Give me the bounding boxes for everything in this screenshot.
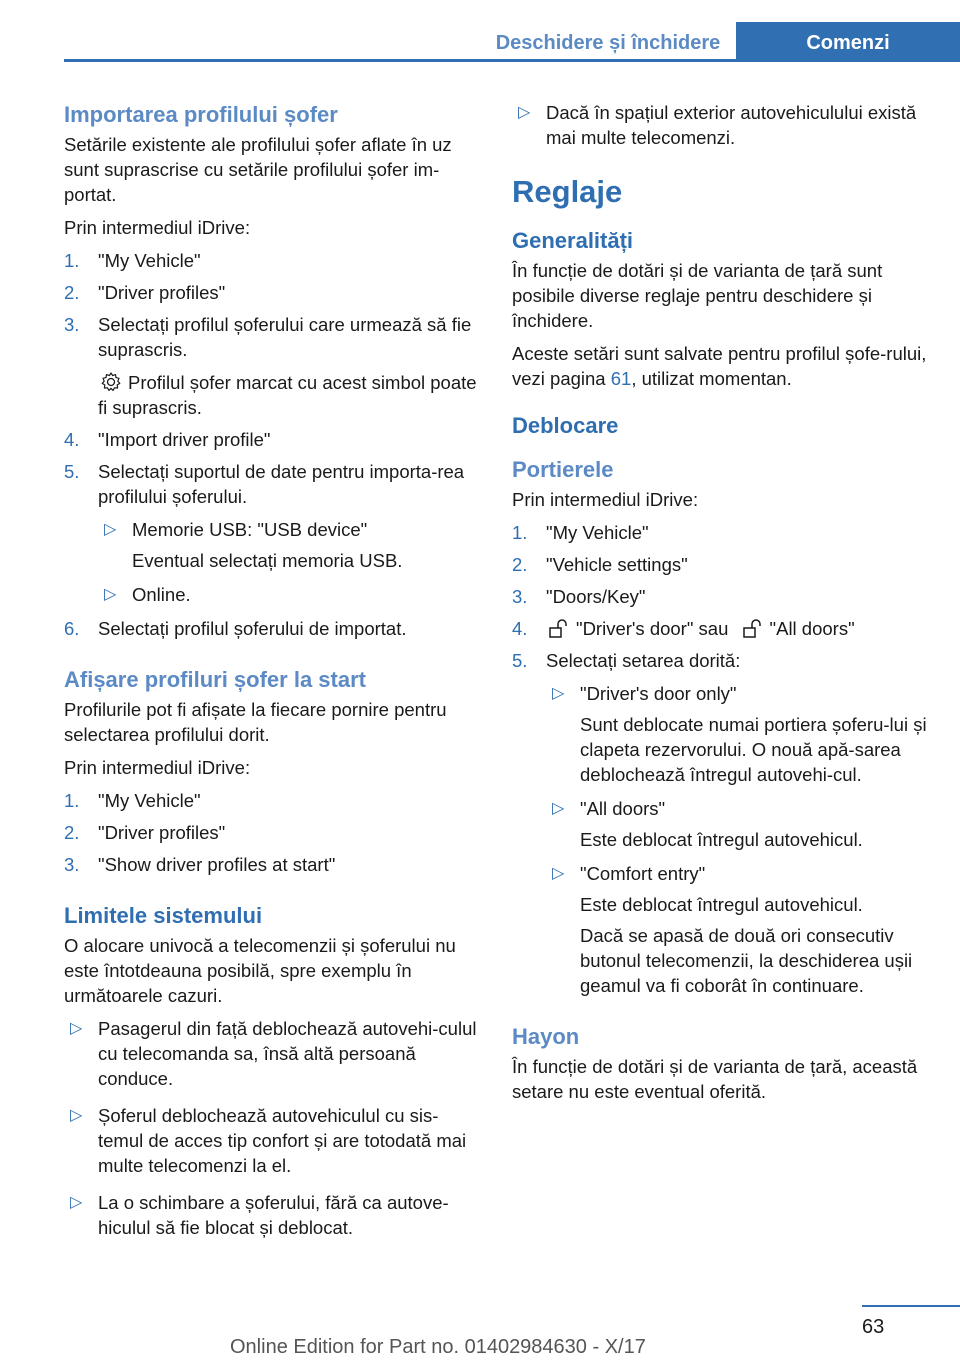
left-column (64, 100, 482, 1252)
list-item (64, 1190, 482, 1240)
unlock-icon (742, 619, 764, 639)
settings-gear-icon (100, 371, 122, 393)
step-number: 5. (512, 650, 528, 671)
header-rule (64, 59, 960, 62)
list-item (512, 584, 932, 609)
settings-title: Reglaje (512, 174, 623, 209)
step-number: 4. (64, 429, 80, 450)
bullet-triangle-icon: ▷ (70, 1020, 83, 1037)
option-detail: Eventual selectați memoria USB. (132, 550, 403, 571)
list-item (64, 852, 482, 877)
import-profile-heading: Importarea profilului șofer (64, 102, 338, 127)
step-number: 2. (64, 282, 80, 303)
list-item (64, 616, 482, 641)
page-number-rule (862, 1305, 960, 1307)
step-number: 1. (64, 790, 80, 811)
option-detail: Este deblocat întregul autovehicul. (580, 894, 863, 915)
doors-heading: Portierele (512, 457, 614, 482)
step-text: "Show driver profiles at start" (98, 854, 336, 875)
bullet-triangle-icon: ▷ (552, 800, 565, 817)
list-item (546, 861, 932, 998)
step-text: "My Vehicle" (546, 522, 649, 543)
page-header (0, 0, 960, 62)
step-text: "Vehicle settings" (546, 554, 688, 575)
general-paragraph-2 (512, 341, 932, 391)
bullet-triangle-icon: ▷ (104, 586, 117, 603)
option-detail: Este deblocat întregul autovehicul. (580, 829, 863, 850)
step-text: "Driver's door" sau (576, 618, 729, 639)
system-limits-intro: O alocare univocă a telecomenzii și șoferului nu este întotdeauna posibilă, spre exemplu în următoarele cazuri. (64, 935, 456, 1006)
list-item (64, 459, 482, 607)
list-item (512, 552, 932, 577)
option-text: "All doors" (580, 798, 666, 819)
list-item (512, 520, 932, 545)
system-limits-list (64, 1016, 482, 1240)
step-text: Selectați profilul șoferului de importat. (98, 618, 407, 639)
page-reference-link[interactable]: 61 (610, 368, 632, 389)
system-limits-list-continued (512, 100, 932, 150)
list-item (64, 1103, 482, 1178)
step-text: "All doors" (769, 618, 855, 639)
step-number: 1. (64, 250, 80, 271)
limit-text: Pasagerul din față deblochează autovehi‐culul cu telecomanda sa, însă altă persoană conduce. (98, 1018, 477, 1089)
option-text: Online. (132, 584, 191, 605)
option-text: "Comfort entry" (580, 863, 706, 884)
general-text: , utilizat momentan. (631, 368, 792, 389)
general-text: Aceste setări sunt salvate pentru profilul șofe‐rului, vezi pagina (512, 343, 927, 389)
doors-via: Prin intermediul iDrive: (512, 489, 699, 510)
step-number: 6. (64, 618, 80, 639)
edition-text: Online Edition for Part no. 01402984630 - X/17 (230, 1336, 646, 1358)
step-text: "Doors/Key" (546, 586, 646, 607)
list-item (64, 1016, 482, 1091)
unlock-icon (548, 619, 570, 639)
step-number: 1. (512, 522, 528, 543)
bullet-triangle-icon: ▷ (518, 104, 531, 121)
step-text: "My Vehicle" (98, 250, 201, 271)
list-item (98, 582, 482, 607)
list-item (512, 100, 932, 150)
bullet-triangle-icon: ▷ (70, 1194, 83, 1211)
option-text: "Driver's door only" (580, 683, 737, 704)
list-item (512, 616, 932, 641)
list-item (512, 648, 932, 998)
right-column (512, 100, 932, 1112)
list-item (64, 248, 482, 273)
step-number: 3. (64, 854, 80, 875)
import-steps-list (64, 248, 482, 641)
list-item (64, 280, 482, 305)
step-number: 4. (512, 618, 528, 639)
list-item (64, 427, 482, 452)
limit-text: Dacă în spațiul exterior autovehiculului există mai multe telecomenzi. (546, 102, 917, 148)
system-limits-heading: Limitele sistemului (64, 903, 263, 928)
bullet-triangle-icon: ▷ (552, 865, 565, 882)
storage-options-list (98, 517, 482, 607)
general-paragraph-1: În funcție de dotări și de varianta de țară sunt posibile diverse reglaje pentru deschidere și închidere. (512, 260, 883, 331)
header-chapter-tab[interactable]: Comenzi (736, 22, 960, 59)
list-item (64, 312, 482, 420)
bullet-triangle-icon: ▷ (552, 685, 565, 702)
step-number: 2. (64, 822, 80, 843)
step-text: "Driver profiles" (98, 822, 226, 843)
list-item (98, 517, 482, 573)
step-text: Selectați profilul șoferului care urmează să fie suprascris. (98, 314, 472, 360)
step-number: 5. (64, 461, 80, 482)
option-detail: Sunt deblocate numai portiera șoferu‐lui și clapeta rezervorului. O nouă apă‐sarea deblochează întregul autovehi‐cul. (580, 714, 927, 785)
list-item (546, 796, 932, 852)
bullet-triangle-icon: ▷ (70, 1107, 83, 1124)
limit-text: Șoferul deblochează autovehiculul cu sis‐temul de acces tip confort și are totodată mai multe telecomenzi la el. (98, 1105, 467, 1176)
step-note (98, 370, 482, 420)
step-text: "Driver profiles" (98, 282, 226, 303)
startup-steps-list (64, 788, 482, 877)
step-note-text: Profilul șofer marcat cu acest simbol poate fi suprascris. (98, 372, 477, 418)
step-number: 3. (64, 314, 80, 335)
option-detail: Dacă se apasă de două ori consecutiv butonul telecomenzii, la deschiderea ușii geamul va fi coborât în continuare. (580, 925, 913, 996)
list-item (64, 820, 482, 845)
list-item (64, 788, 482, 813)
step-number: 3. (512, 586, 528, 607)
limit-text: La o schimbare a șoferului, fără ca autove‐hiculul să fie blocat și deblocat. (98, 1192, 449, 1238)
header-section-tab[interactable]: Deschidere și închidere (495, 32, 721, 54)
startup-profiles-heading: Afișare profiluri șofer la start (64, 667, 366, 692)
unlock-heading: Deblocare (512, 413, 619, 438)
unlock-options-list (546, 681, 932, 998)
option-text: Memorie USB: "USB device" (132, 519, 368, 540)
unlock-steps-list (512, 520, 932, 998)
startup-profiles-intro: Profilurile pot fi afișate la fiecare pornire pentru selectarea profilului dorit. (64, 699, 447, 745)
list-item (546, 681, 932, 787)
general-heading: Generalități (512, 228, 634, 253)
startup-profiles-via: Prin intermediul iDrive: (64, 757, 251, 778)
bullet-triangle-icon: ▷ (104, 521, 117, 538)
tailgate-heading: Hayon (512, 1024, 580, 1049)
step-text: "Import driver profile" (98, 429, 271, 450)
step-text: Selectați setarea dorită: (546, 650, 741, 671)
step-number: 2. (512, 554, 528, 575)
import-profile-via: Prin intermediul iDrive: (64, 217, 251, 238)
step-text: Selectați suportul de date pentru importa‐rea profilului șoferului. (98, 461, 465, 507)
tailgate-text: În funcție de dotări și de varianta de țară, această setare nu este eventual oferită. (512, 1056, 918, 1102)
import-profile-intro: Setările existente ale profilului șofer aflate în uz sunt suprascrise cu setările profilului șofer im‐portat. (64, 134, 452, 205)
step-text: "My Vehicle" (98, 790, 201, 811)
page-number: 63 (862, 1316, 885, 1338)
